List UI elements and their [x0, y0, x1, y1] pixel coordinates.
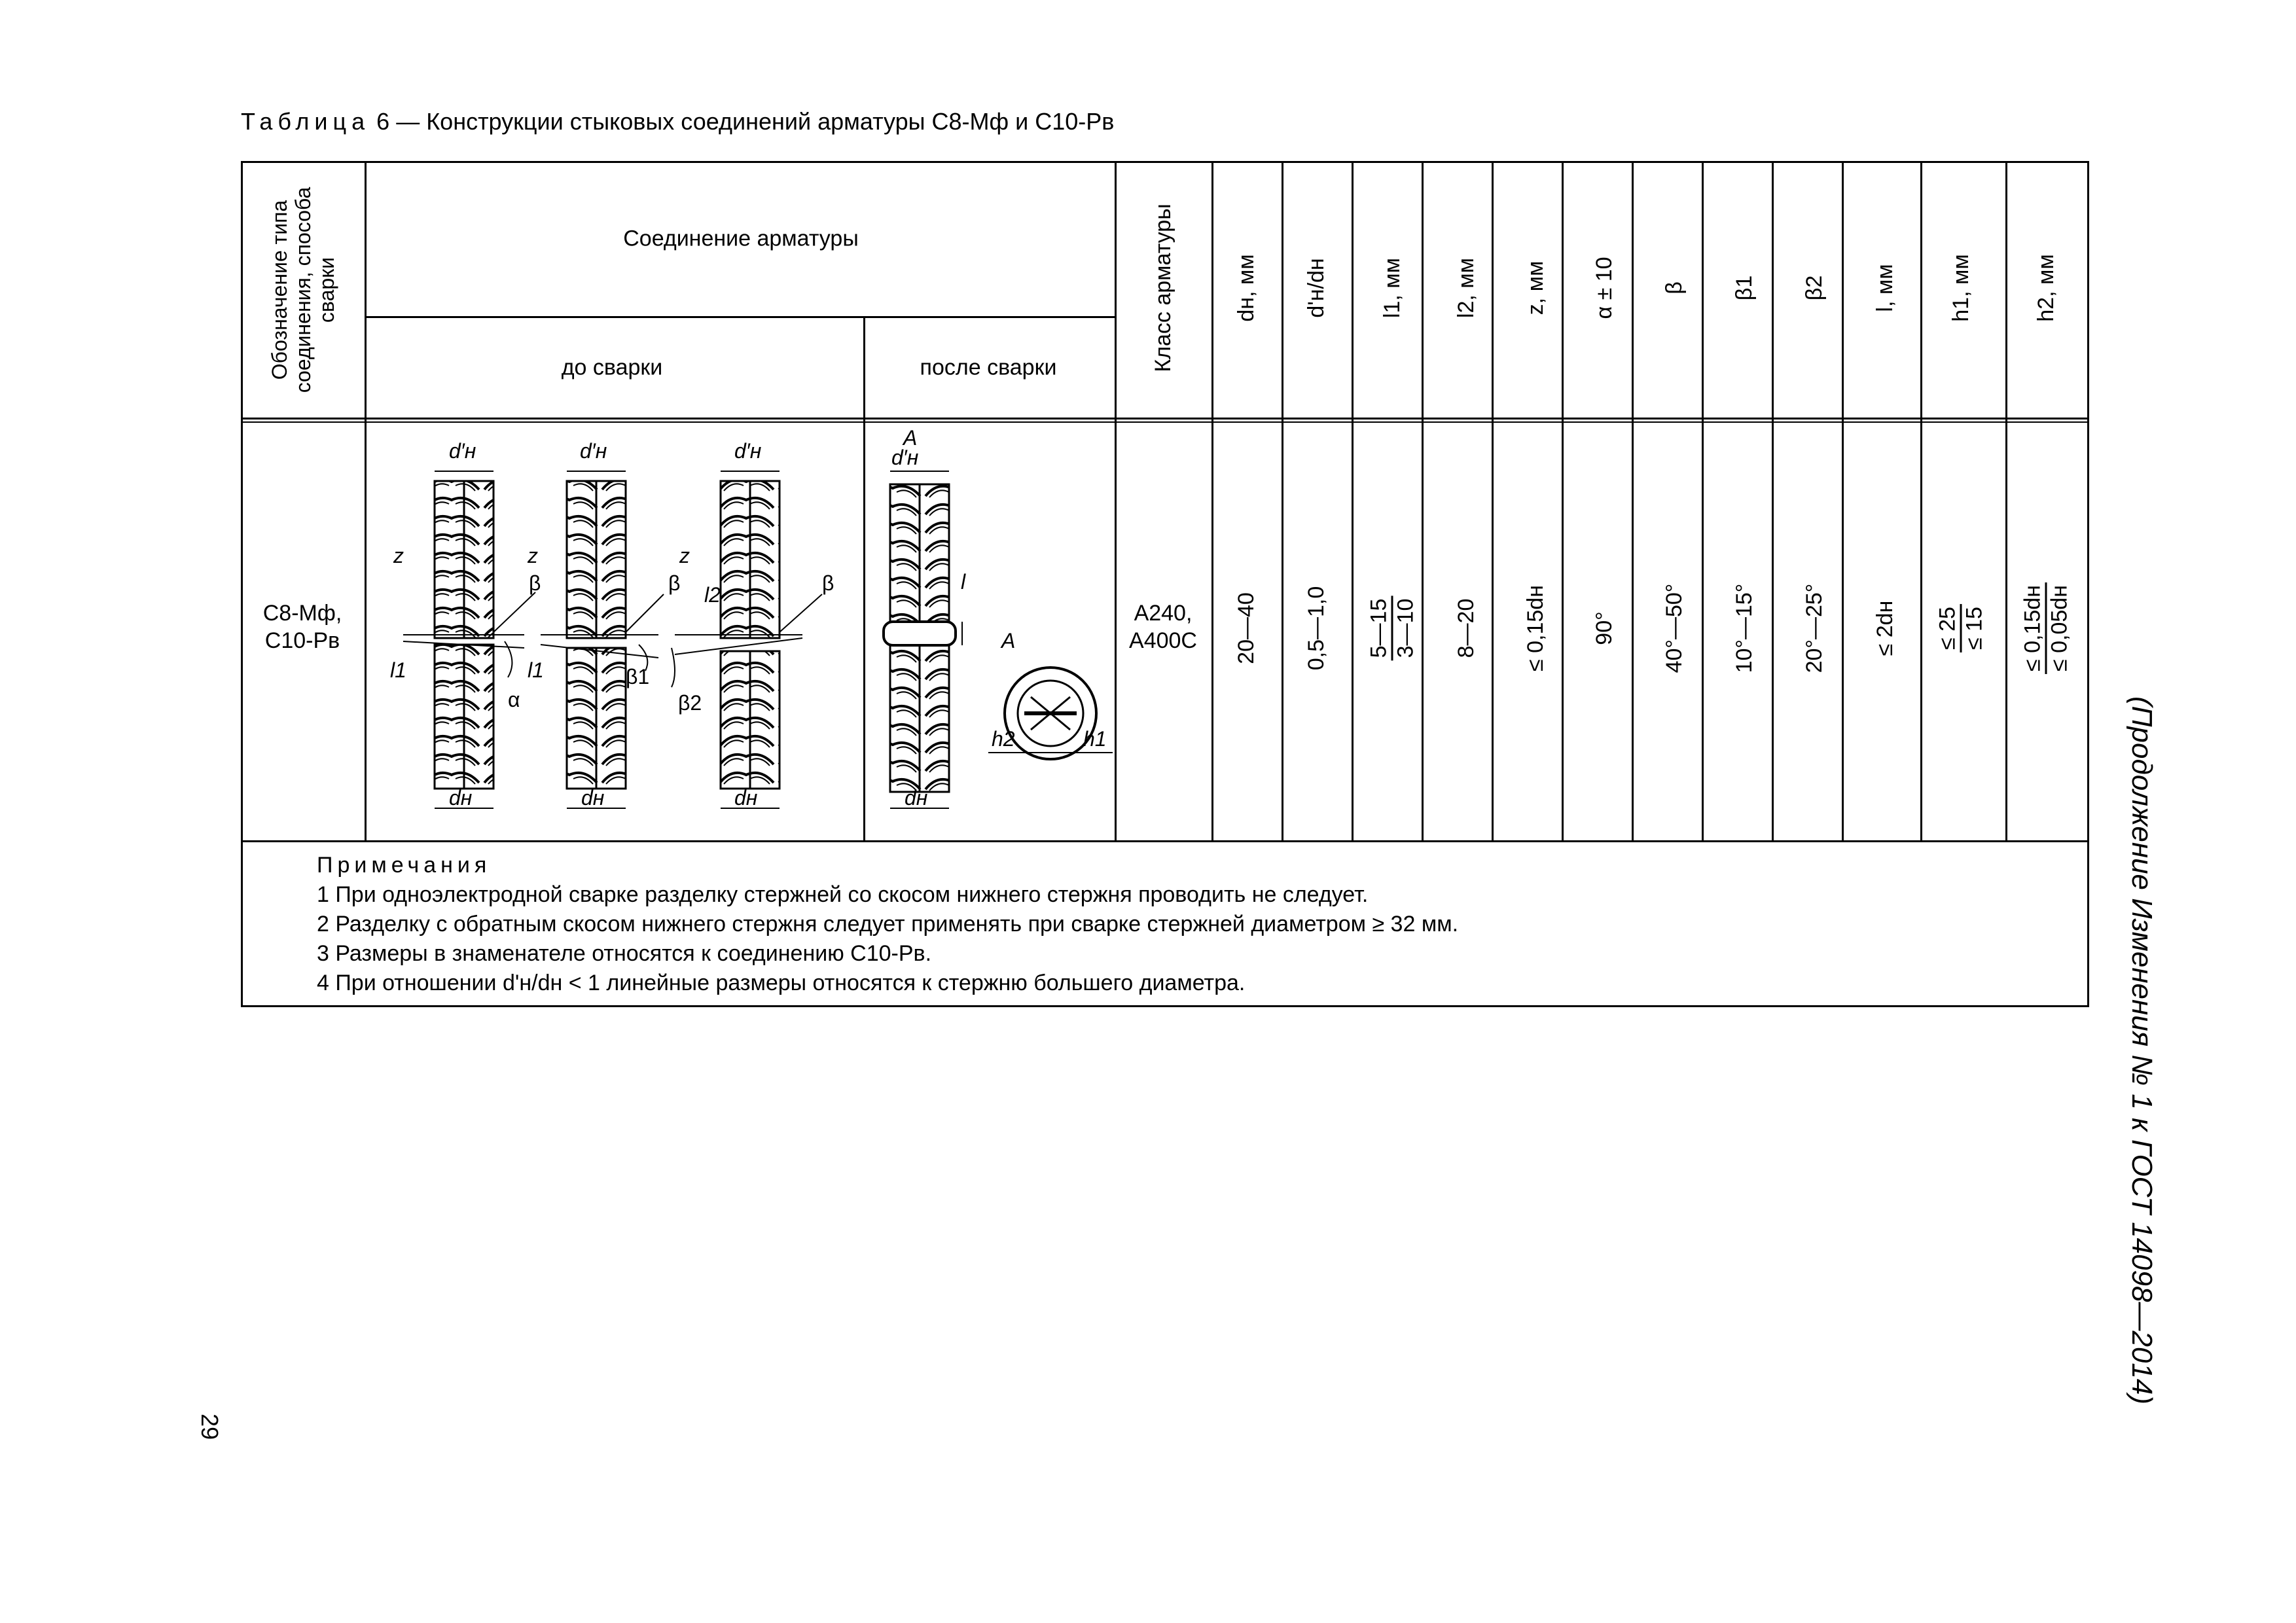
header-col-beta1: β1: [1732, 275, 1757, 301]
label-beta: β: [529, 571, 541, 595]
col-line: [1211, 163, 1213, 840]
label-dn-prime: d′н: [734, 439, 762, 463]
label-A: A: [1001, 629, 1016, 652]
col-line: [1115, 163, 1117, 840]
label-l2: l2: [704, 583, 721, 607]
row-h2-den: ≤ 0,05dн: [2047, 585, 2072, 671]
label-dn: dн: [449, 786, 473, 810]
col-line: [1562, 163, 1564, 840]
note-item: 3 Размеры в знаменателе относятся к соединению С10-Рв.: [317, 941, 932, 966]
label-beta1: β1: [626, 665, 650, 688]
label-h1: h1: [1083, 727, 1107, 751]
label-z: z: [528, 544, 538, 567]
table-caption-text: 6 — Конструкции стыковых соединений арматуры С8-Мф и С10-Рв: [376, 108, 1115, 135]
header-col-beta: β: [1662, 281, 1687, 294]
label-l1: l1: [528, 658, 544, 682]
label-dn: dн: [905, 786, 928, 810]
row-l: ≤ 2dн: [1873, 600, 1897, 656]
before-welding-drawing: [364, 419, 861, 831]
col-line: [1422, 163, 1424, 840]
row-h1-den: ≤ 15: [1962, 607, 1987, 650]
col-line: [1352, 163, 1354, 840]
header-after-welding: после сварки: [920, 355, 1057, 380]
header-col-dn: dн, мм: [1234, 254, 1259, 322]
row-ratio: 0,5—1,0: [1304, 586, 1329, 671]
note-item: 1 При одноэлектродной сварке разделку стержней со скосом нижнего стержня проводить не следует.: [317, 882, 1369, 907]
row-beta2: 20°—25°: [1802, 583, 1827, 673]
row-z: ≤ 0,15dн: [1523, 585, 1548, 671]
header-rebar-class: Класс арматуры: [1151, 204, 1175, 372]
page-number: 29: [196, 1413, 223, 1440]
label-z: z: [393, 544, 404, 567]
rebar-1: [403, 481, 535, 789]
row-class: А240, А400С: [1129, 601, 1197, 653]
note-item: 4 При отношении d'н/dн < 1 линейные размеры относятся к стержню большего диаметра.: [317, 971, 1246, 995]
col-line: [2005, 163, 2007, 840]
col-line: [1842, 163, 1844, 840]
col-line: [1772, 163, 1774, 840]
note-item: 2 Разделку с обратным скосом нижнего стержня следует применять при сварке стержней диаметром ≥ 32 мм.: [317, 912, 1459, 936]
rebar-2: [541, 481, 664, 789]
label-l: l: [961, 570, 966, 594]
label-beta: β: [822, 571, 834, 595]
header-col-h1: h1, мм: [1948, 254, 1973, 322]
header-col-ratio: d'н/dн: [1304, 258, 1329, 318]
header-col-l2: l2, мм: [1454, 257, 1479, 319]
header-type-designation: Обозначение типа соединения, способа сварки: [268, 187, 338, 393]
header-connection: Соединение арматуры: [623, 226, 859, 251]
col-line: [1702, 163, 1704, 840]
col-line: [1282, 163, 1283, 840]
label-h2: h2: [992, 727, 1015, 751]
row-l1-den: 3—10: [1393, 598, 1418, 658]
side-continuation-note: (Продолжение Изменения № 1 к ГОСТ 14098—2014): [2126, 696, 2158, 1404]
header-col-h2: h2, мм: [2034, 254, 2058, 322]
rebar-3: [672, 481, 822, 789]
notes-block: [317, 851, 1458, 998]
row-beta1: 10°—15°: [1732, 583, 1757, 673]
row-h2-num: ≤ 0,15dн: [2020, 582, 2047, 674]
label-beta: β: [668, 571, 681, 595]
header-before-welding: до сварки: [561, 355, 663, 380]
label-dn: dн: [581, 786, 605, 810]
label-beta2: β2: [678, 691, 702, 715]
header-col-z: z, мм: [1523, 260, 1548, 315]
label-dn-prime: d′н: [891, 446, 919, 469]
table-caption-prefix: Таблица: [241, 108, 370, 135]
header-col-l1: l1, мм: [1380, 257, 1405, 319]
row-h1: [1935, 604, 1987, 652]
label-l1: l1: [390, 658, 406, 682]
row-l1: [1367, 596, 1418, 661]
header-split-line: [365, 316, 1115, 318]
row-h2: [2020, 582, 2072, 674]
label-z: z: [679, 544, 690, 567]
table-caption: [241, 108, 1114, 135]
label-A: A: [903, 426, 918, 450]
row-h1-num: ≤ 25: [1935, 604, 1962, 652]
row-l2: 8—20: [1454, 598, 1479, 658]
row-l1-num: 5—15: [1367, 596, 1393, 661]
label-dn-prime: d′н: [449, 439, 476, 463]
header-col-alpha: α ± 10: [1592, 257, 1617, 319]
col-line: [1492, 163, 1494, 840]
label-alpha: α: [508, 688, 520, 711]
row-alpha: 90°: [1592, 611, 1617, 645]
welded-rebar: [884, 471, 962, 808]
label-dn: dн: [734, 786, 758, 810]
row-type: С8-Мф, С10-Рв: [262, 601, 342, 653]
notes-heading: Примечания: [317, 853, 492, 878]
header-col-l: l, мм: [1873, 264, 1897, 312]
row-bottom-line: [243, 840, 2089, 842]
row-dn: 20—40: [1234, 592, 1259, 664]
col-line: [1920, 163, 1922, 840]
header-col-beta2: β2: [1802, 275, 1827, 301]
row-beta: 40°—50°: [1662, 583, 1687, 673]
label-dn-prime: d′н: [580, 439, 607, 463]
after-welding-drawing: [864, 425, 1113, 818]
col-line: [1632, 163, 1634, 840]
